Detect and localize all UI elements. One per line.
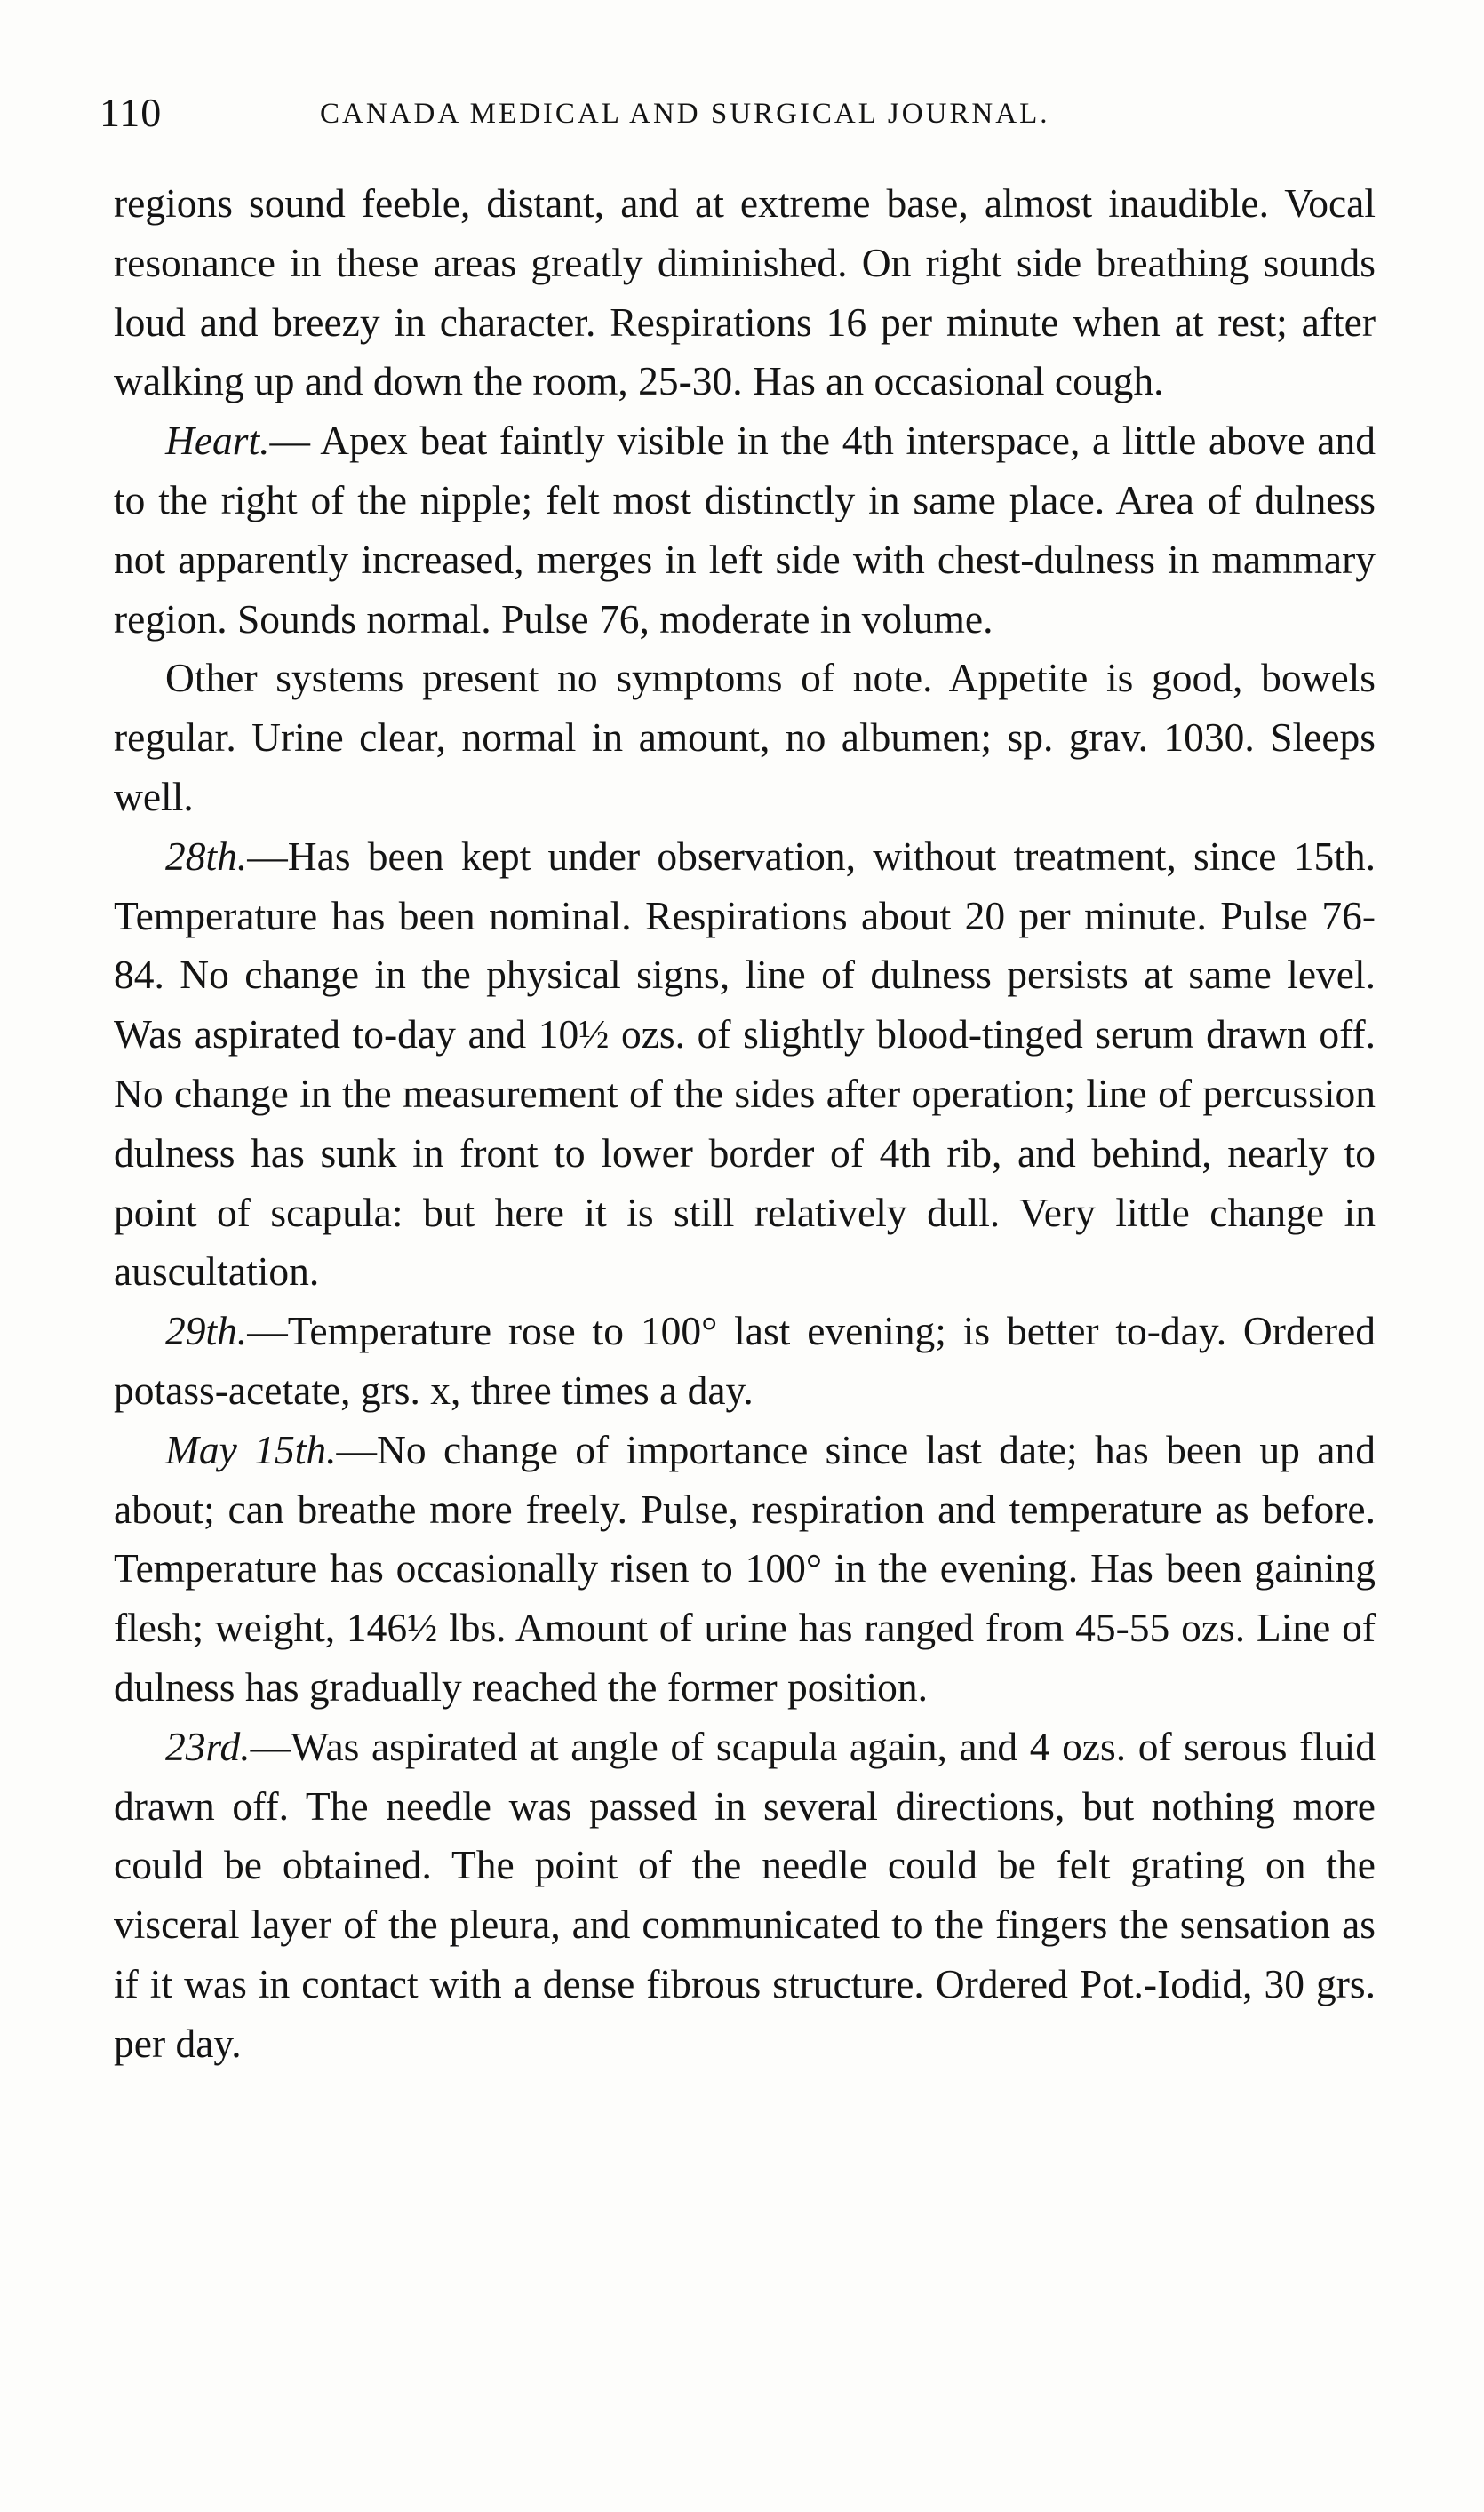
paragraph-text: Other systems present no symptoms of note. Appetite is good, bowels regular. Urine clear, normal in amount, no albumen; sp. grav. 1030. Sleeps well. [114,655,1376,819]
running-head: CANADA MEDICAL AND SURGICAL JOURNAL. [320,98,1050,130]
paragraph-may-15th [114,1421,1376,1718]
paragraph-text: —Temperature rose to 100° last evening; is better to-day. Ordered potass-acetate, grs. x, three times a day. [114,1308,1376,1413]
paragraph-23rd [114,1718,1376,2074]
page-number: 110 [100,90,163,135]
paragraph-lead: 29th. [165,1308,248,1354]
paragraph-lead: 23rd. [165,1723,251,1769]
paragraph-text: —Has been kept under observation, without treatment, since 15th. Temperature has been nominal. Respirations about 20 per minute. Pulse 76-84. No change in the physical signs, line of dulness persists at same level. Was aspirated to-day and 10½ ozs. of slightly blood-tinged serum drawn off. No change in the measurement of the sides after operation; line of percussion dulness has sunk in front to lower border of 4th rib, and behind, nearly to point of scapula: but here it is still relatively dull. Very little change in auscultation. [114,833,1376,1295]
paragraph-lead: 28th. [165,833,248,879]
paragraph-text: regions sound feeble, distant, and at extreme base, almost inaudible. Vocal resonance in these areas greatly diminished. On right side breathing sounds loud and breezy in character. Respirations 16 per minute when at rest; after walking up and down the room, 25-30. Has an occasional cough. [114,180,1376,404]
paragraph-29th [114,1302,1376,1421]
paragraph-lung-findings [114,174,1376,411]
page-header [100,82,1388,144]
paragraph-heart [114,411,1376,649]
paragraph-other-systems [114,649,1376,826]
paragraph-28th [114,827,1376,1302]
paragraph-lead: Heart. [165,418,270,464]
paragraph-text: —No change of importance since last date; has been up and about; can breathe more freely. Pulse, respiration and temperature as before. Temperature has occasionally risen to 100° in the evening. Has been gaining flesh; weight, 146½ lbs. Amount of urine has ranged from 45-55 ozs. Line of dulness has gradually reached the former position. [114,1426,1376,1710]
paragraph-text: — Apex beat faintly visible in the 4th interspace, a little above and to the right of the nipple; felt most distinctly in same place. Area of dulness not apparently increased, merges in left side with chest-dulness in mammary region. Sounds normal. Pulse 76, moderate in volume. [114,418,1376,642]
article-body [114,174,1376,2074]
paragraph-text: —Was aspirated at angle of scapula again, and 4 ozs. of serous fluid drawn off. The needle was passed in several directions, but nothing more could be obtained. The point of the needle could be felt grating on the visceral layer of the pleura, and communicated to the fingers the sensation as if it was in contact with a dense fibrous structure. Ordered Pot.-Iodid, 30 grs. per day. [114,1723,1376,2066]
paragraph-lead: May 15th. [165,1426,337,1472]
